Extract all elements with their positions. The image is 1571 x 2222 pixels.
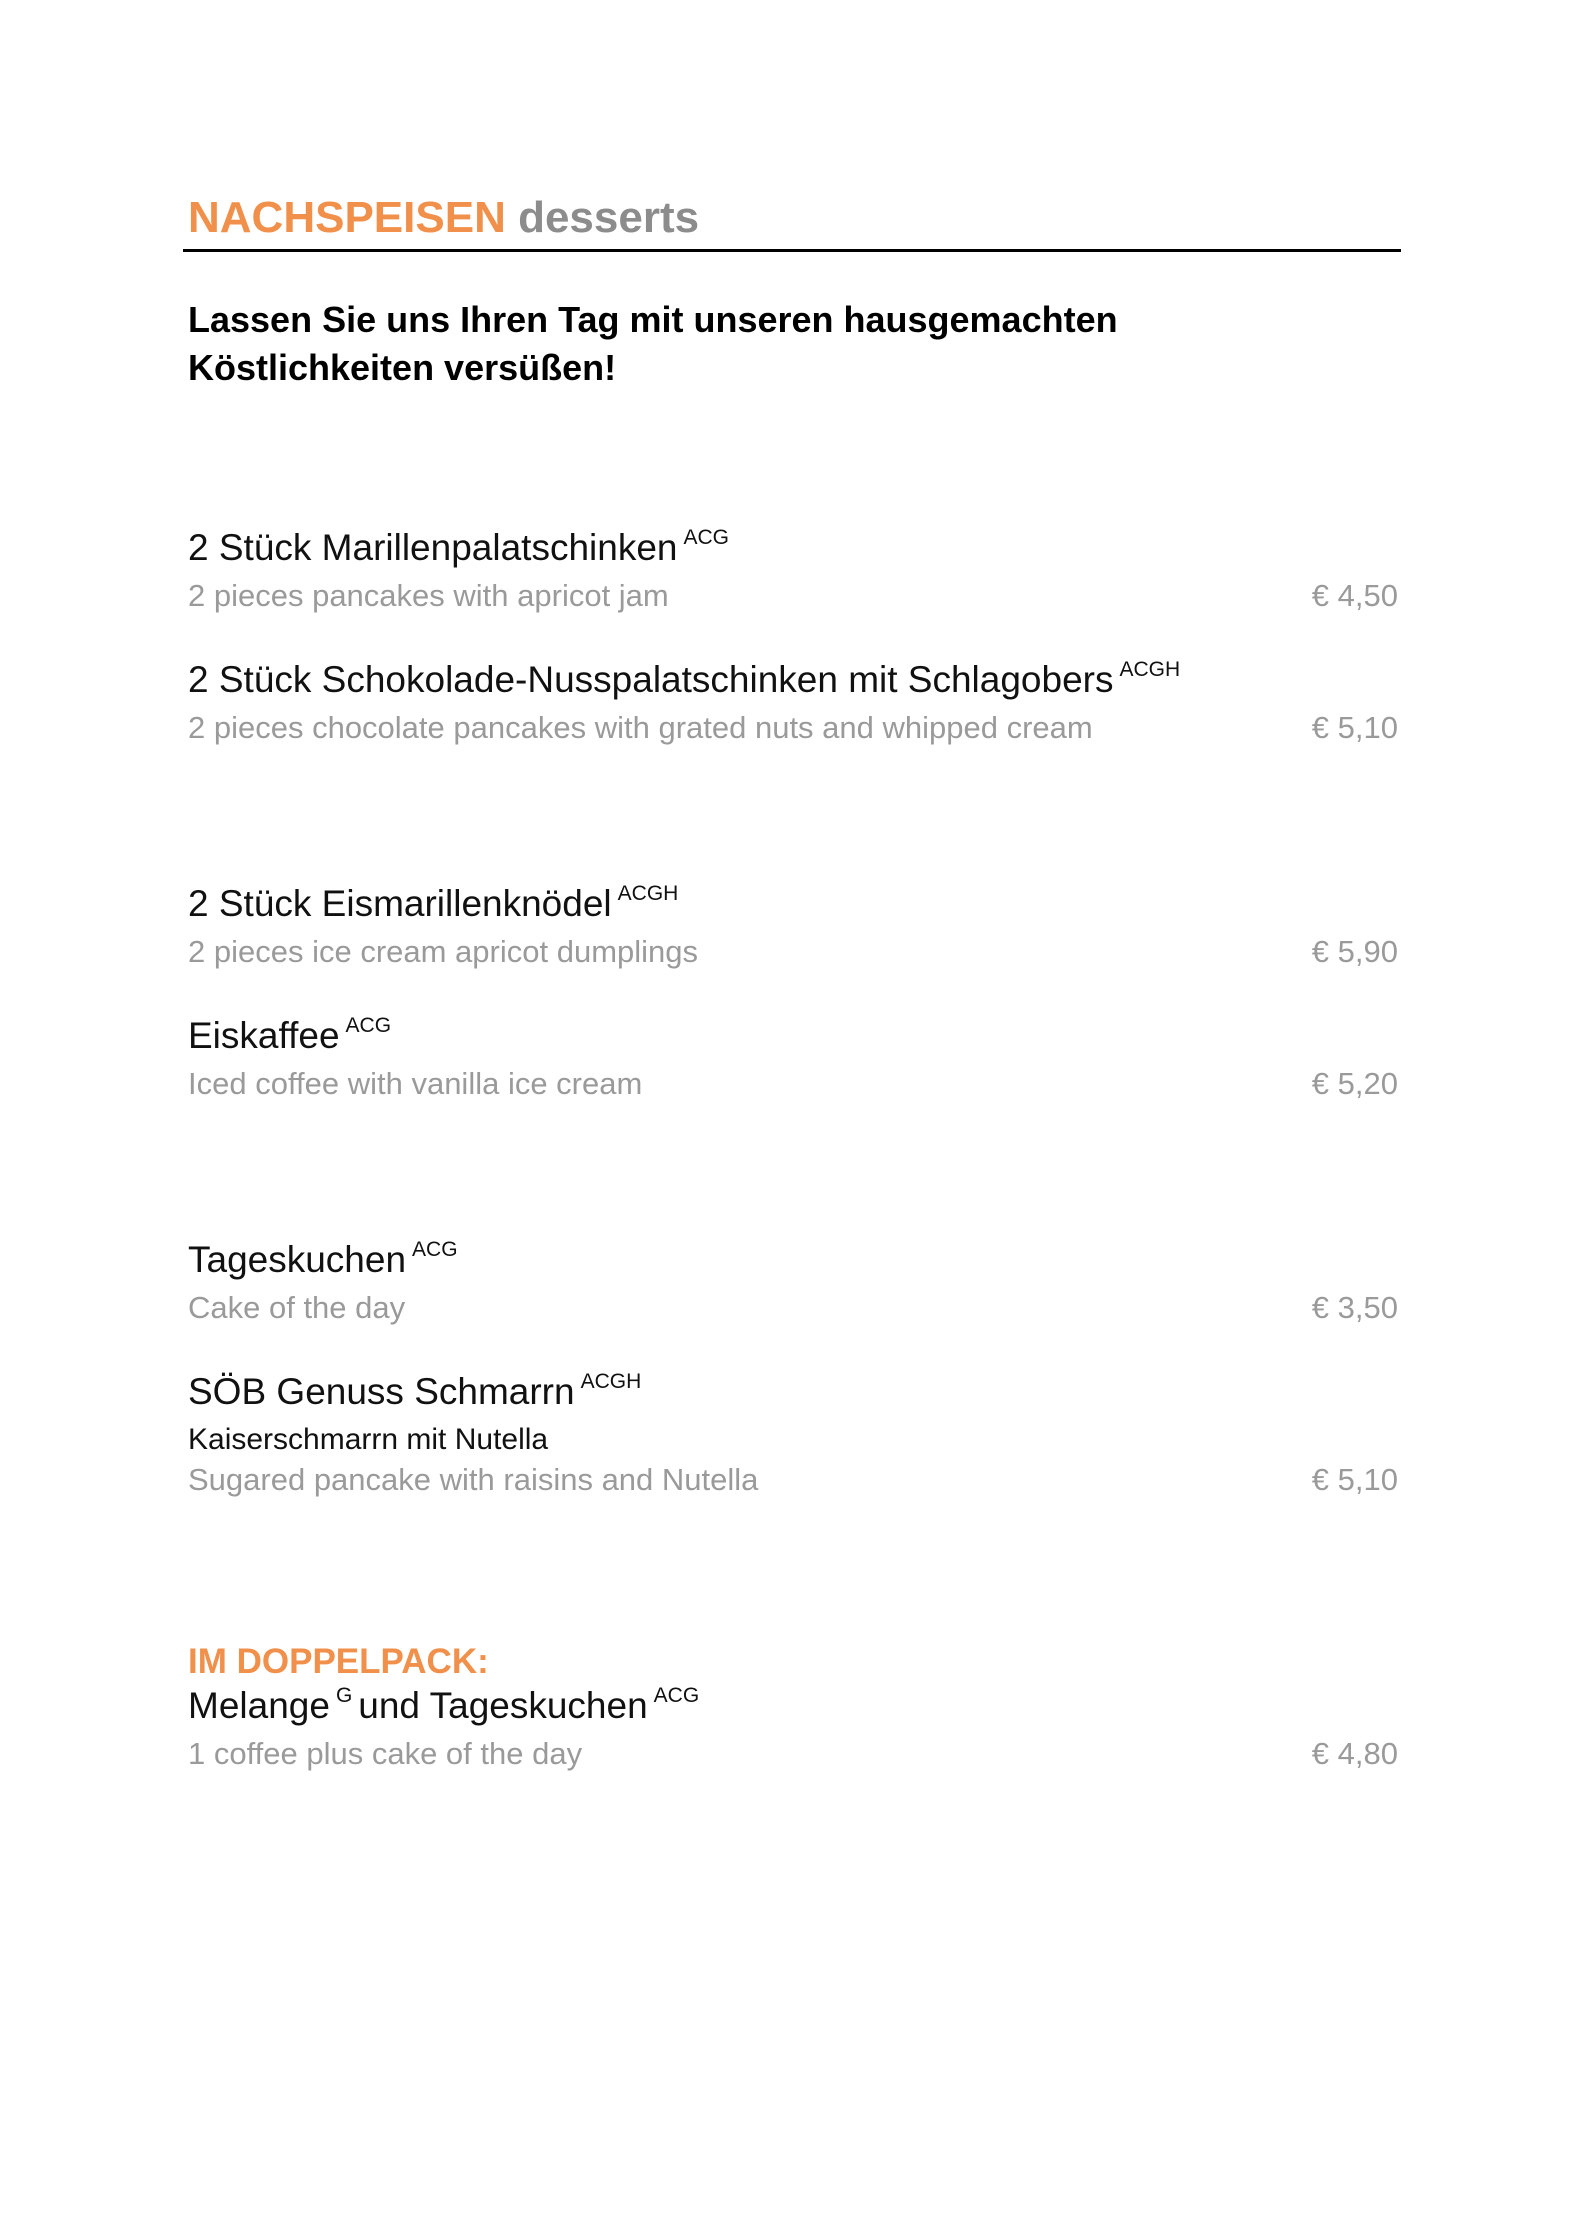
combo-item-detail-row xyxy=(188,1734,1398,1774)
menu-item-title xyxy=(188,1238,1398,1288)
menu-item-detail-row xyxy=(188,932,1398,972)
combo-section-label: IM DOPPELPACK: xyxy=(188,1642,489,1681)
menu-item-subtitle: Kaiserschmarrn mit Nutella xyxy=(188,1423,549,1456)
menu-item-description: Cake of the day xyxy=(188,1290,406,1325)
menu-item-title xyxy=(188,658,1398,708)
page-title xyxy=(188,192,699,244)
menu-item-price: € 5,10 xyxy=(1311,710,1398,745)
menu-item-name: 2 Stück Schokolade-Nusspalatschinken mit Schlagobers xyxy=(188,659,1114,700)
menu-item-name: 2 Stück Marillenpalatschinken xyxy=(188,527,678,568)
menu-item-name: SÖB Genuss Schmarrn xyxy=(188,1371,575,1412)
allergen-codes: ACGH xyxy=(617,882,679,905)
menu-item-description: Sugared pancake with raisins and Nutella xyxy=(188,1462,759,1497)
combo-item xyxy=(188,1684,1398,1774)
combo-item-price: € 4,80 xyxy=(1311,1736,1398,1771)
menu-item-price: € 3,50 xyxy=(1311,1290,1398,1325)
menu-item-title xyxy=(188,1370,1398,1420)
menu-item-price: € 4,50 xyxy=(1311,578,1398,613)
page-title-german: NACHSPEISEN xyxy=(188,193,506,242)
combo-item-name-part-2: und Tageskuchen xyxy=(358,1685,648,1726)
allergen-codes: ACG xyxy=(683,526,729,549)
menu-item xyxy=(188,658,1398,748)
menu-item-description: Iced coffee with vanilla ice cream xyxy=(188,1066,643,1101)
menu-item-price: € 5,20 xyxy=(1311,1066,1398,1101)
combo-item-title xyxy=(188,1684,1398,1734)
menu-item xyxy=(188,1238,1398,1328)
menu-item-price: € 5,10 xyxy=(1311,1462,1398,1497)
page-title-english: desserts xyxy=(518,193,700,242)
combo-item-description: 1 coffee plus cake of the day xyxy=(188,1736,583,1771)
menu-item-title xyxy=(188,526,1398,576)
menu-item-price: € 5,90 xyxy=(1311,934,1398,969)
allergen-codes: G xyxy=(335,1684,353,1707)
menu-item-title xyxy=(188,882,1398,932)
menu-item xyxy=(188,882,1398,972)
header-divider xyxy=(183,249,1401,252)
menu-item-detail-row xyxy=(188,576,1398,616)
menu-item-title xyxy=(188,1014,1398,1064)
intro-line-1: Lassen Sie uns Ihren Tag mit unseren hausgemachten xyxy=(188,299,1118,340)
allergen-codes: ACGH xyxy=(1119,658,1181,681)
menu-item-detail-row xyxy=(188,1064,1398,1104)
menu-item-detail-row xyxy=(188,708,1398,748)
intro-text xyxy=(188,296,1118,392)
menu-item xyxy=(188,1370,1398,1500)
menu-item xyxy=(188,1014,1398,1104)
menu-item-detail-row xyxy=(188,1288,1398,1328)
menu-item-description: 2 pieces chocolate pancakes with grated nuts and whipped cream xyxy=(188,710,1093,745)
menu-item-name: 2 Stück Eismarillenknödel xyxy=(188,883,612,924)
menu-item-description: 2 pieces ice cream apricot dumplings xyxy=(188,934,699,969)
menu-item-name: Eiskaffee xyxy=(188,1015,340,1056)
combo-item-name-part-1: Melange xyxy=(188,1685,330,1726)
menu-item xyxy=(188,526,1398,616)
menu-item-name: Tageskuchen xyxy=(188,1239,407,1280)
menu-item-detail-row xyxy=(188,1460,1398,1500)
allergen-codes: ACG xyxy=(412,1238,458,1261)
intro-line-2: Köstlichkeiten versüßen! xyxy=(188,347,617,388)
menu-item-description: 2 pieces pancakes with apricot jam xyxy=(188,578,669,613)
allergen-codes: ACGH xyxy=(580,1370,642,1393)
allergen-codes: ACG xyxy=(653,1684,700,1707)
allergen-codes: ACG xyxy=(345,1014,392,1037)
